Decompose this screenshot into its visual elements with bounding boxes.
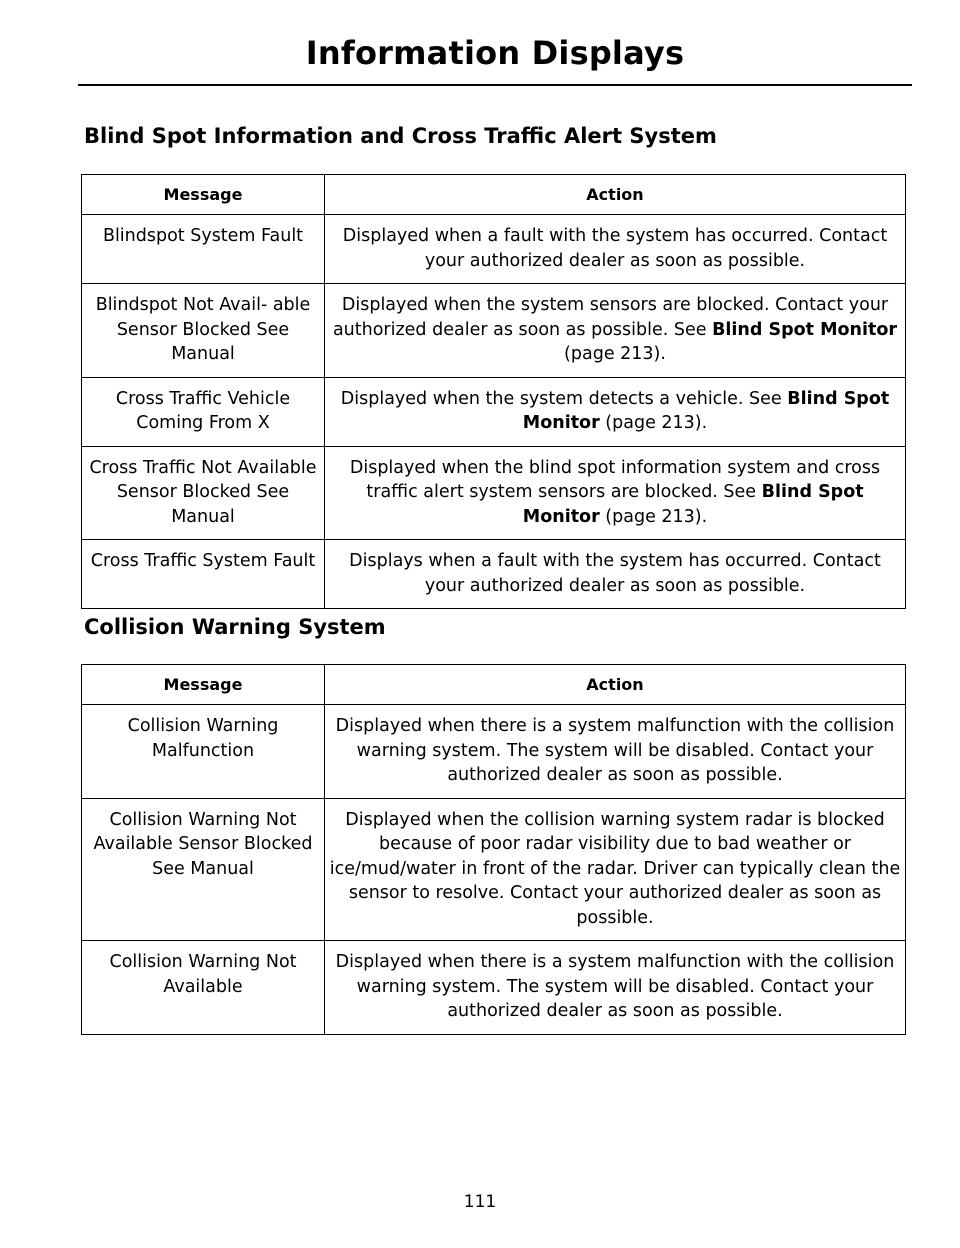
action-cell <box>325 284 906 378</box>
message-cell: Collision Warning Not Available <box>82 941 325 1035</box>
action-text: Displayed when the blind spot information system and cross traffic alert system sensors are blocked. See <box>349 457 881 502</box>
action-cell: Displayed when there is a system malfunction with the collision warning system. The system will be disabled. Contact your authorized dealer as soon as possible. <box>325 705 906 799</box>
table-row <box>82 215 906 284</box>
table-row <box>82 540 906 609</box>
table-row <box>82 798 906 941</box>
page-title: Information Displays <box>305 34 685 72</box>
table-row <box>82 377 906 446</box>
page-reference: (page 213). <box>605 506 708 527</box>
column-header-message: Message <box>82 175 325 215</box>
action-cell: Displays when a fault with the system has occurred. Contact your authorized dealer as soon as possible. <box>325 540 906 609</box>
page-header <box>78 30 912 86</box>
table-row <box>82 284 906 378</box>
action-cell: Displayed when the collision warning system radar is blocked because of poor radar visibility due to bad weather or ice/mud/water in front of the radar. Driver can typically clean the sensor to resolve. Contact your authorized dealer as soon as possible. <box>325 798 906 941</box>
table-row <box>82 941 906 1035</box>
column-header-message: Message <box>82 665 325 705</box>
action-cell: Displayed when there is a system malfunction with the collision warning system. The system will be disabled. Contact your authorized dealer as soon as possible. <box>325 941 906 1035</box>
message-cell: Cross Traffic Vehicle Coming From X <box>82 377 325 446</box>
action-cell: Displayed when a fault with the system has occurred. Contact your authorized dealer as soon as possible. <box>325 215 906 284</box>
collision-warning-table <box>81 664 906 1035</box>
page-reference: (page 213). <box>564 344 666 364</box>
page-reference: (page 213). <box>605 413 708 433</box>
table-row <box>82 446 906 540</box>
message-cell: Cross Traffic Not Available Sensor Blocked See Manual <box>82 446 325 540</box>
action-text: Displayed when the system sensors are blocked. Contact your authorized dealer as soon as possible. See <box>332 295 889 340</box>
message-cell: Collision Warning Not Available Sensor Blocked See Manual <box>82 798 325 941</box>
table-header-row <box>82 665 906 705</box>
message-cell: Blindspot Not Avail- able Sensor Blocked See Manual <box>82 284 325 378</box>
action-cell <box>325 446 906 540</box>
blind-spot-table <box>81 174 906 609</box>
cross-reference-link[interactable]: Blind Spot Monitor <box>712 319 898 340</box>
column-header-action: Action <box>325 175 906 215</box>
page-number: 111 <box>463 1192 497 1212</box>
action-cell <box>325 377 906 446</box>
section-title-blind-spot: Blind Spot Information and Cross Traffic Alert System <box>84 124 717 148</box>
section-title-collision-warning: Collision Warning System <box>84 615 386 639</box>
column-header-action: Action <box>325 665 906 705</box>
message-cell: Blindspot System Fault <box>82 215 325 284</box>
message-cell: Collision Warning Malfunction <box>82 705 325 799</box>
cross-reference-link[interactable]: Blind Spot Monitor <box>522 482 864 527</box>
message-cell: Cross Traffic System Fault <box>82 540 325 609</box>
action-text: Displayed when the system detects a vehicle. See <box>340 388 782 409</box>
table-header-row <box>82 175 906 215</box>
cross-reference-link[interactable]: Blind Spot Monitor <box>522 388 890 433</box>
table-row <box>82 705 906 799</box>
